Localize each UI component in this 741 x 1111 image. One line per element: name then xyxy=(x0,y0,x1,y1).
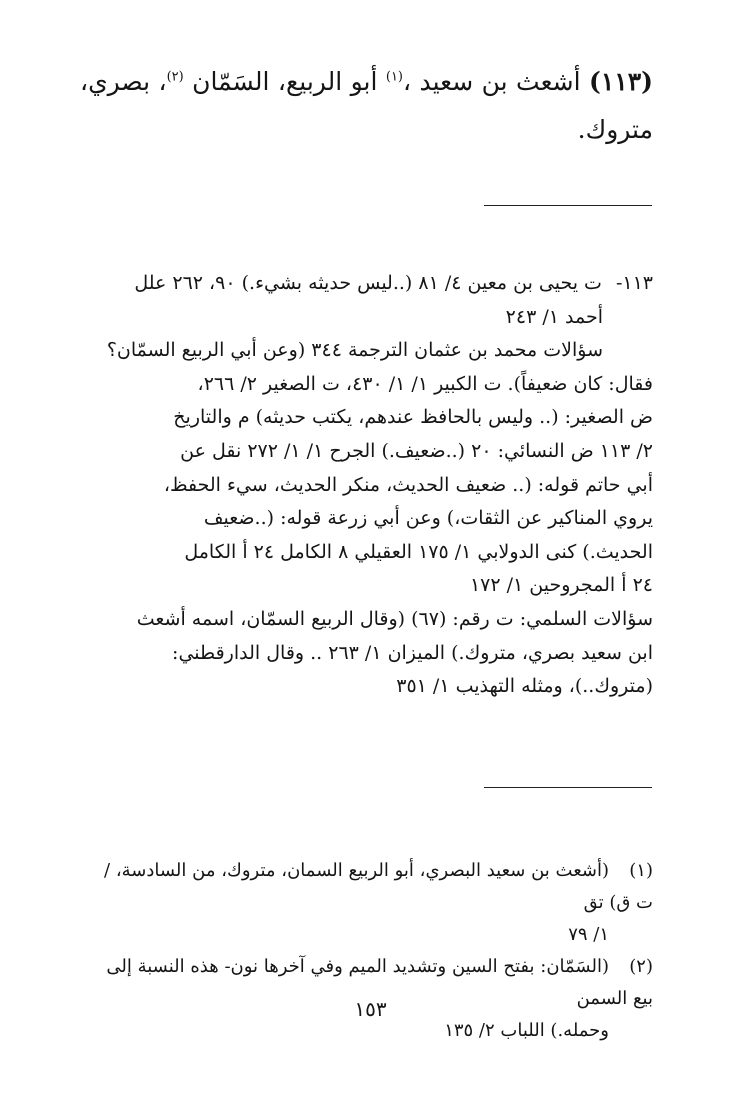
note-line-5: ض الصغير: (.. وليس بالحافظ عندهم، يكتب حديثه) م والتاريخ xyxy=(173,406,653,429)
page-number: ١٥٣ xyxy=(354,997,387,1021)
entry-text-name: أشعث بن سعيد ، xyxy=(403,67,581,96)
note-line-12: ابن سعيد بصري، متروك.) الميزان ١/ ٢٦٣ .. وقال الدارقطني: xyxy=(172,641,653,664)
footnote-number: (١) xyxy=(629,860,653,881)
note-line-4: فقال: كان ضعيفاً). ت الكبير ١/ ١/ ٤٣٠، ت الصغير ٢/ ٢٦٦، xyxy=(197,372,653,395)
entry-text-verdict: متروك. xyxy=(577,115,653,144)
footnote-text-continued: ١/ ٧٩ xyxy=(568,924,609,945)
separator-rule-top xyxy=(484,205,652,206)
entry-number: (١١٣) xyxy=(589,67,654,96)
commentary-notes xyxy=(83,267,653,704)
entry-text-origin: ، بصري، xyxy=(80,67,167,96)
footnote-1 xyxy=(83,855,653,951)
footnote-text-continued: وحمله.) اللباب ٢/ ١٣٥ xyxy=(444,1020,609,1041)
note-line-10: ٢٤ أ المجروحين ١/ ١٧٢ xyxy=(469,574,653,597)
note-line-3: سؤالات محمد بن عثمان الترجمة ٣٤٤ (وعن أبي الربيع السمّان؟ xyxy=(106,339,603,362)
note-line-11: سؤالات السلمي: ت رقم: (٦٧) (وقال الربيع السمّان، اسمه أشعث xyxy=(136,607,653,630)
footnote-ref-2: (٢) xyxy=(166,69,184,85)
footnote-text: (أشعث بن سعيد البصري، أبو الربيع السمان، متروك، من السادسة، / ت ق) تق xyxy=(104,860,653,913)
separator-rule-footnotes xyxy=(484,787,652,788)
main-entry xyxy=(80,58,653,154)
note-line-7: أبي حاتم قوله: (.. ضعيف الحديث، منكر الحديث، سيء الحفظ، xyxy=(163,473,653,496)
note-line-1: ١١٣-ت يحيى بن معين ٤/ ٨١ (..ليس حديثه بشيء.) ٩٠، ٢٦٢ علل xyxy=(134,272,653,294)
note-line-6: ٢/ ١١٣ ض النسائي: ٢٠ (..ضعيف.) الجرح ١/ ١/ ٢٧٢ نقل عن xyxy=(180,439,653,462)
note-label: ١١٣- xyxy=(615,272,653,294)
note-line-13: (متروك..)، ومثله التهذيب ١/ ٣٥١ xyxy=(396,675,653,698)
note-line-9: الحديث.) كنى الدولابي ١/ ١٧٥ العقيلي ٨ الكامل ٢٤ أ الكامل xyxy=(184,540,653,563)
note-line-2: أحمد ١/ ٢٤٣ xyxy=(505,305,603,328)
entry-text-kunya: أبو الربيع، السَمّان xyxy=(183,67,386,96)
footnote-text: (السَمّان: بفتح السين وتشديد الميم وفي آخرها نون- هذه النسبة إلى بيع السمن xyxy=(106,956,653,1009)
note-line-8: يروي المناكير عن الثقات،) وعن أبي زرعة قوله: (..ضعيف xyxy=(203,507,653,530)
footnote-ref-1: (١) xyxy=(385,69,403,85)
footnote-number: (٢) xyxy=(629,956,653,977)
